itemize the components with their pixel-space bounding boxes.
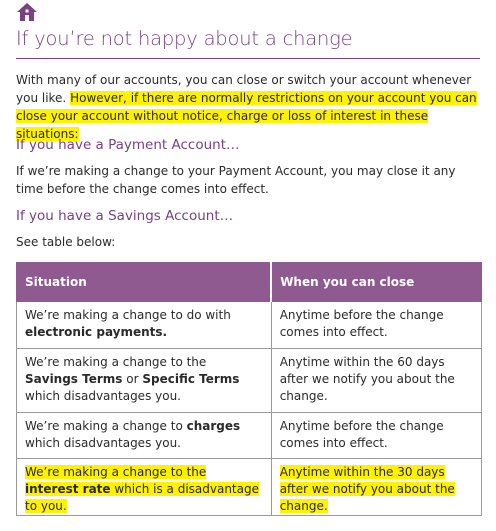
intro-paragraph — [16, 71, 486, 143]
intro-text: With many of our accounts, you can close or switch your account whenever you like. — [16, 73, 472, 105]
situation-text: We’re making a change to the — [25, 355, 207, 369]
when-highlighted-text: Anytime within the 30 days after we notify you about the change. — [279, 465, 455, 513]
payment-account-text: If we’re making a change to your Payment Account, you may close it any time before the change comes into effect. — [16, 164, 456, 196]
situation-highlighted-text — [25, 465, 259, 513]
situation-text: which disadvantages you. — [25, 436, 181, 450]
situation-cell — [17, 302, 272, 349]
when-cell: Anytime before the change comes into effect. — [271, 302, 481, 349]
situation-bold-text: electronic payments. — [25, 325, 168, 339]
when-cell: Anytime before the change comes into effect. — [271, 413, 481, 459]
title-divider — [16, 58, 480, 59]
intro-highlighted-text: However, if there are normally restrictions on your account you can close your account without notice, charge or loss of interest in these situations: — [16, 91, 477, 141]
payment-account-heading: If you have a Payment Account… — [16, 137, 240, 153]
change-situations-table — [16, 262, 482, 516]
situation-bold-text: Savings Terms — [25, 372, 123, 386]
situation-bold-text: interest rate — [25, 482, 111, 496]
when-cell — [271, 459, 481, 516]
situation-text: We’re making a change to — [25, 419, 187, 433]
savings-account-text: See table below: — [16, 235, 116, 249]
column-header-situation: Situation — [17, 263, 272, 302]
page-title: If you’re not happy about a change — [16, 27, 353, 50]
table-row — [17, 413, 482, 459]
situation-text: which disadvantages you. — [25, 389, 181, 403]
column-header-when: When you can close — [271, 263, 481, 302]
savings-account-heading: If you have a Savings Account… — [16, 208, 234, 224]
situation-text: which is a disadvantage to you. — [25, 482, 259, 513]
table-row — [17, 349, 482, 413]
situation-cell — [17, 413, 272, 459]
situation-cell — [17, 349, 272, 413]
when-cell: Anytime within the 60 days after we notify you about the change. — [271, 349, 481, 413]
situation-cell — [17, 459, 272, 516]
table-row — [17, 302, 482, 349]
situation-text: or — [122, 372, 143, 386]
table-row — [17, 459, 482, 516]
situation-bold-text: charges — [186, 419, 241, 433]
situation-text: We’re making a change to do with — [25, 308, 231, 322]
situation-text: We’re making a change to the — [25, 465, 207, 479]
table-header-row — [17, 263, 482, 302]
home-icon[interactable] — [16, 2, 38, 22]
situation-bold-text: Specific Terms — [142, 372, 240, 386]
